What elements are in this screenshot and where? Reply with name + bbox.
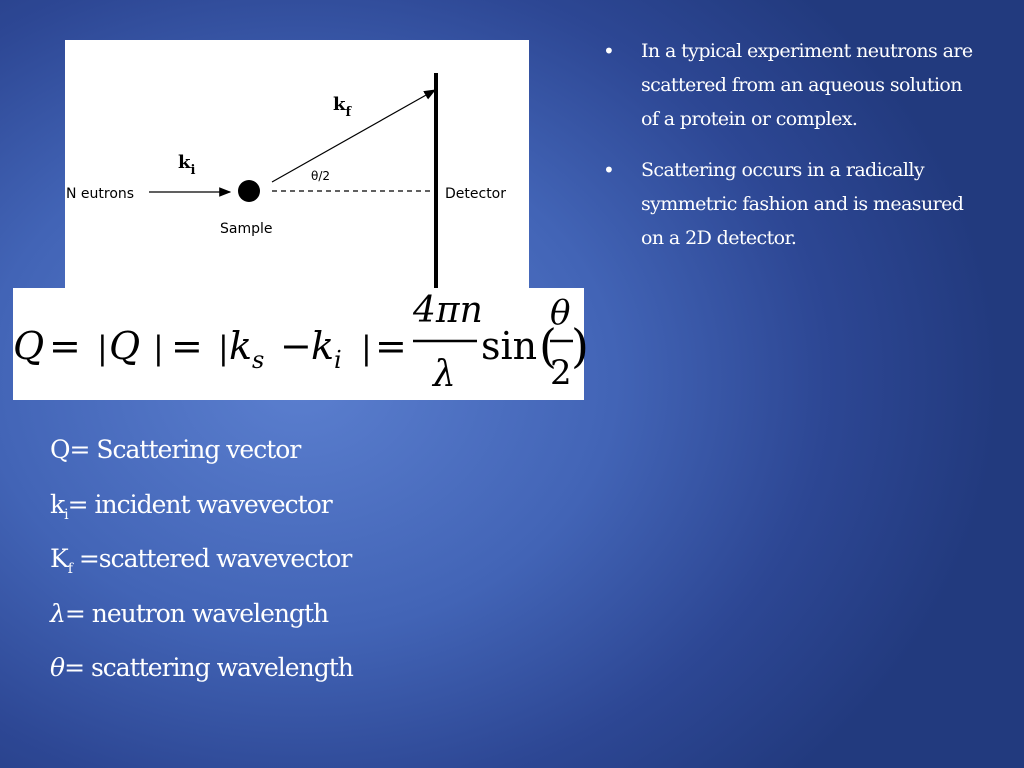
legend-kf-text: =scattered wavevector: [71, 544, 352, 573]
formula-q: Q: [13, 324, 45, 368]
sample-dot: [238, 180, 260, 202]
ki-label: $k_i$: [178, 152, 196, 178]
detector-label: Detector: [445, 186, 507, 202]
formula-open-paren: (: [539, 319, 557, 373]
formula-denominator: λ: [433, 354, 456, 395]
formula-equals-3: =: [375, 324, 407, 368]
legend-ki-symbol: k: [50, 489, 65, 519]
formula-svg: [13, 288, 589, 400]
bullet-icon: •: [603, 39, 615, 63]
bullet-item: [600, 34, 980, 136]
formula-bar-3: |: [218, 329, 229, 367]
legend-lambda-text: = neutron wavelength: [64, 598, 329, 628]
legend-ki-subscript: i: [64, 506, 68, 523]
formula-bar-2: |: [153, 329, 164, 367]
legend-ki: [50, 478, 570, 533]
kf-label: $k_f$: [333, 94, 352, 120]
sample-label: Sample: [220, 221, 273, 237]
formula-theta: θ: [550, 293, 571, 333]
legend-kf-symbol: K: [50, 544, 68, 573]
legend-kf: [50, 532, 570, 587]
scattered-beam-arrow: [272, 90, 435, 182]
scattering-vector-formula: [13, 288, 589, 400]
formula-two: 2: [550, 353, 572, 393]
neutrons-label: N eutrons: [66, 186, 135, 202]
formula-ks: $k_s$: [229, 324, 265, 374]
formula-equals-2: =: [171, 324, 203, 368]
legend-lambda-symbol: λ: [50, 598, 65, 628]
formula-equals-1: =: [49, 324, 81, 368]
symbol-legend: [50, 423, 570, 696]
bullet-icon: •: [603, 158, 615, 182]
legend-q-symbol: Q: [50, 435, 70, 464]
angle-label: θ/2: [311, 169, 331, 183]
legend-q: [50, 423, 570, 478]
formula-numerator: 4πn: [413, 290, 483, 331]
legend-kf-subscript: f: [67, 561, 72, 577]
scattering-diagram: [65, 40, 529, 290]
legend-theta-text: = scattering wavelength: [64, 653, 353, 682]
bullet-list: [600, 34, 980, 272]
formula-bar-4: |: [361, 329, 372, 367]
formula-bar-1: |: [97, 329, 108, 367]
bullet-text: Scattering occurs in a radically symmetric fashion and is measured on a 2D detector.: [641, 159, 964, 249]
formula-close-paren: ): [571, 319, 589, 373]
legend-theta-symbol: θ: [50, 653, 65, 682]
bullet-text: In a typical experiment neutrons are scattered from an aqueous solution of a protein or complex.: [641, 40, 973, 130]
legend-lambda: [50, 587, 570, 642]
legend-theta: [50, 641, 570, 696]
legend-q-text: = Scattering vector: [69, 435, 301, 464]
formula-q-magnitude: Q: [109, 324, 141, 368]
formula-ki: $k_i$: [311, 324, 342, 374]
formula-minus: −: [280, 324, 312, 368]
legend-ki-text: = incident wavevector: [67, 489, 332, 519]
bullet-item: [600, 153, 980, 255]
scattering-diagram-svg: [65, 40, 529, 290]
formula-sin: sin: [481, 324, 538, 368]
